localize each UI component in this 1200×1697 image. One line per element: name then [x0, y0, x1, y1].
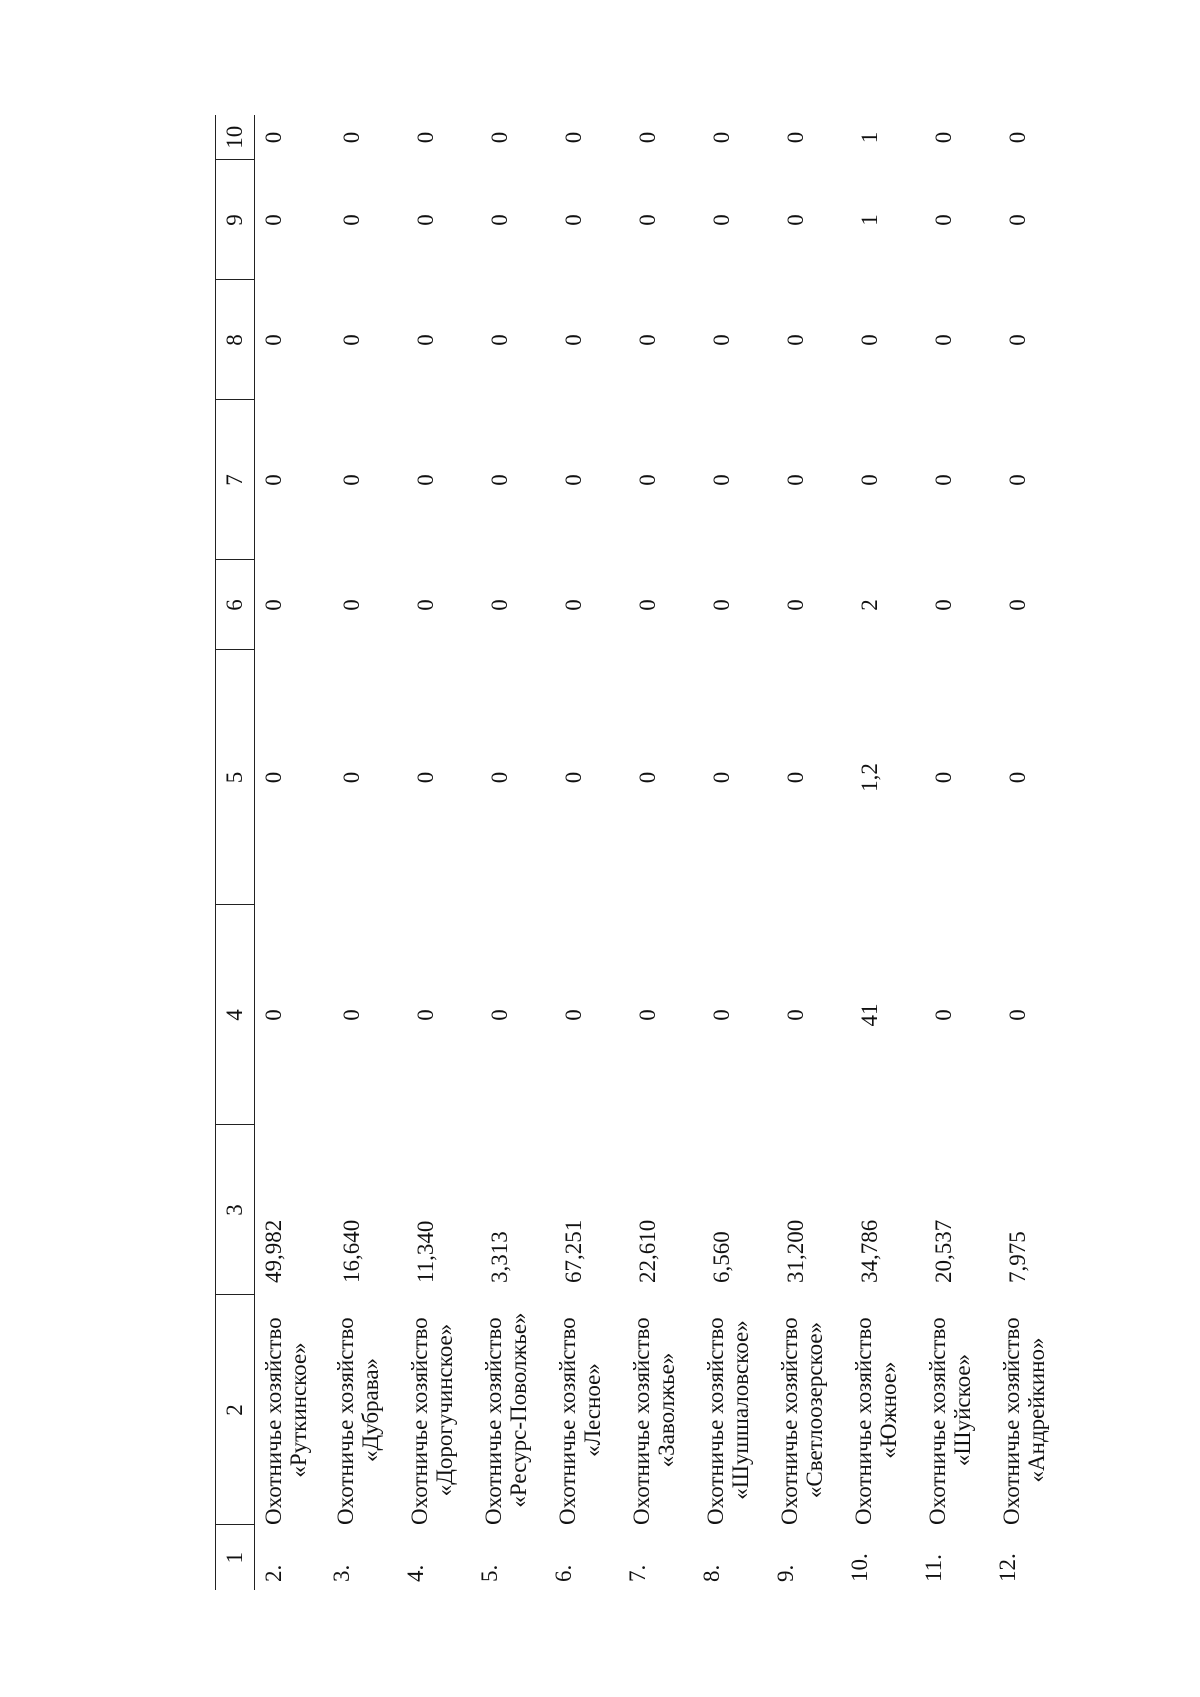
cell-col-9: 0 [708, 214, 734, 226]
cell-col-7: 0 [560, 474, 586, 486]
table-row [699, 115, 773, 1590]
cell-col-6: 0 [634, 599, 660, 611]
hunting-farm-name [329, 1295, 403, 1525]
name-line-2: «Ресурс-Поволжье» [505, 1312, 531, 1508]
cell-col-5: 0 [412, 771, 438, 784]
cell-col-8: 0 [338, 334, 364, 346]
cell-col-3: 3,313 [486, 1231, 512, 1283]
name-line-1: Охотничье хозяйство [554, 1317, 580, 1525]
hunting-farm-name [255, 1295, 329, 1525]
name-line-2: «Шуйское» [949, 1353, 975, 1467]
name-line-1: Охотничье хозяйство [998, 1317, 1024, 1525]
table-row [255, 115, 329, 1590]
name-line-2: «Шушшаловское» [727, 1320, 753, 1500]
hunting-farm-name [921, 1295, 995, 1525]
name-line-1: Охотничье хозяйство [480, 1317, 506, 1525]
cell-col-4: 0 [930, 1009, 956, 1021]
cell-col-5: 0 [560, 771, 586, 784]
cell-col-7: 0 [261, 474, 286, 486]
table-body [255, 115, 1069, 1590]
row-number: 12. [994, 1553, 1020, 1582]
name-line-1: Охотничье хозяйство [332, 1317, 358, 1525]
cell-col-8: 0 [560, 334, 586, 346]
table-row [995, 115, 1069, 1590]
name-line-1: Охотничье хозяйство [261, 1317, 286, 1525]
name-line-2: «Дубрава» [357, 1357, 383, 1463]
cell-col-4: 0 [560, 1009, 586, 1021]
cell-col-5: 0 [261, 771, 286, 784]
cell-col-4: 41 [856, 1003, 882, 1027]
name-line-2: «Лесное» [579, 1363, 605, 1457]
row-number: 8. [698, 1564, 724, 1582]
table-row [773, 115, 847, 1590]
cell-col-3: 49,982 [261, 1219, 286, 1283]
hunting-farm-name [625, 1295, 699, 1525]
name-line-1: Охотничье хозяйство [850, 1317, 876, 1525]
cell-col-6: 0 [930, 599, 956, 611]
cell-col-8: 0 [930, 334, 956, 346]
cell-col-6: 0 [486, 599, 512, 611]
cell-col-4: 0 [1004, 1009, 1030, 1021]
table-row [403, 115, 477, 1590]
cell-col-10: 0 [634, 131, 660, 144]
cell-col-5: 0 [486, 771, 512, 784]
row-number: 6. [550, 1564, 576, 1582]
hunting-farm-name [403, 1295, 477, 1525]
cell-col-9: 0 [634, 214, 660, 226]
column-header-9: 9 [216, 160, 255, 280]
cell-col-8: 0 [782, 334, 808, 346]
cell-col-6: 0 [1004, 599, 1030, 611]
cell-col-6: 0 [560, 599, 586, 611]
cell-col-4: 0 [261, 1009, 286, 1021]
cell-col-10: 0 [338, 131, 364, 144]
name-line-1: Охотничье хозяйство [924, 1317, 950, 1525]
data-table [215, 115, 1069, 1590]
cell-col-8: 0 [261, 334, 286, 346]
column-header-8: 8 [216, 280, 255, 400]
cell-col-3: 20,537 [930, 1219, 956, 1283]
column-header-10: 10 [216, 115, 255, 160]
rotated-page-content [215, 90, 1095, 1590]
cell-col-7: 0 [782, 474, 808, 486]
cell-col-3: 31,200 [782, 1219, 808, 1283]
cell-col-4: 0 [634, 1009, 660, 1021]
column-header-2: 2 [216, 1295, 255, 1525]
table-row [625, 115, 699, 1590]
hunting-farm-name [699, 1295, 773, 1525]
cell-col-9: 0 [930, 214, 956, 226]
row-number: 11. [920, 1554, 946, 1582]
cell-col-8: 0 [1004, 334, 1030, 346]
cell-col-7: 0 [634, 474, 660, 486]
cell-col-4: 0 [412, 1009, 438, 1021]
cell-col-4: 0 [782, 1009, 808, 1021]
cell-col-10: 0 [261, 131, 286, 144]
cell-col-5: 1,2 [856, 763, 882, 792]
cell-col-7: 0 [856, 474, 882, 486]
hunting-farm-name [477, 1295, 551, 1525]
column-header-7: 7 [216, 400, 255, 560]
cell-col-5: 0 [634, 771, 660, 784]
hunting-farm-name [995, 1295, 1069, 1525]
cell-col-3: 22,610 [634, 1219, 660, 1283]
column-header-6: 6 [216, 560, 255, 650]
table-header-row [216, 115, 255, 1590]
row-number: 7. [624, 1564, 650, 1582]
hunting-farm-name [551, 1295, 625, 1525]
cell-col-3: 7,975 [1004, 1231, 1030, 1283]
cell-col-10: 0 [486, 131, 512, 144]
cell-col-6: 0 [708, 599, 734, 611]
cell-col-3: 16,640 [338, 1219, 364, 1283]
cell-col-6: 2 [856, 599, 882, 611]
name-line-1: Охотничье хозяйство [776, 1317, 802, 1525]
cell-col-5: 0 [708, 771, 734, 784]
cell-col-3: 11,340 [412, 1220, 438, 1283]
cell-col-3: 67,251 [560, 1219, 586, 1283]
name-line-1: Охотничье хозяйство [702, 1317, 728, 1525]
row-number: 4. [402, 1564, 428, 1582]
cell-col-9: 0 [486, 214, 512, 226]
cell-col-6: 0 [338, 599, 364, 611]
cell-col-10: 0 [782, 131, 808, 144]
cell-col-8: 0 [708, 334, 734, 346]
cell-col-10: 0 [560, 131, 586, 144]
cell-col-10: 0 [1004, 131, 1030, 144]
column-header-3: 3 [216, 1125, 255, 1295]
cell-col-7: 0 [708, 474, 734, 486]
cell-col-6: 0 [261, 599, 286, 611]
cell-col-10: 0 [930, 131, 956, 144]
cell-col-3: 6,560 [708, 1231, 734, 1283]
cell-col-6: 0 [782, 599, 808, 611]
cell-col-4: 0 [338, 1009, 364, 1021]
hunting-farm-name [847, 1295, 921, 1525]
table-row [551, 115, 625, 1590]
cell-col-7: 0 [486, 474, 512, 486]
cell-col-10: 0 [412, 131, 438, 144]
table-row [329, 115, 403, 1590]
cell-col-8: 0 [412, 334, 438, 346]
cell-col-8: 0 [856, 334, 882, 346]
cell-col-9: 0 [412, 214, 438, 226]
cell-col-7: 0 [338, 474, 364, 486]
row-number: 10. [846, 1553, 872, 1582]
table-row [477, 115, 551, 1590]
name-line-2: «Руткинское» [286, 1342, 311, 1478]
cell-col-8: 0 [634, 334, 660, 346]
name-line-2: «Заволжье» [653, 1352, 679, 1468]
cell-col-7: 0 [930, 474, 956, 486]
hunting-farm-name [773, 1295, 847, 1525]
cell-col-10: 0 [708, 131, 734, 144]
row-number: 2. [261, 1564, 286, 1582]
name-line-1: Охотничье хозяйство [406, 1317, 432, 1525]
name-line-2: «Андрейкино» [1023, 1337, 1049, 1483]
cell-col-9: 0 [261, 214, 286, 226]
row-number: 9. [772, 1564, 798, 1582]
cell-col-9: 0 [560, 214, 586, 226]
cell-col-6: 0 [412, 599, 438, 611]
table-row [847, 115, 921, 1590]
cell-col-7: 0 [1004, 474, 1030, 486]
cell-col-5: 0 [1004, 771, 1030, 784]
name-line-2: «Дорогучинское» [431, 1323, 457, 1497]
cell-col-9: 0 [1004, 214, 1030, 226]
cell-col-9: 0 [782, 214, 808, 226]
column-header-4: 4 [216, 905, 255, 1125]
cell-col-10: 1 [856, 131, 882, 144]
cell-col-9: 0 [338, 214, 364, 226]
cell-col-5: 0 [782, 771, 808, 784]
cell-col-4: 0 [708, 1009, 734, 1021]
cell-col-4: 0 [486, 1009, 512, 1021]
row-number: 5. [476, 1564, 502, 1582]
cell-col-5: 0 [338, 771, 364, 784]
cell-col-5: 0 [930, 771, 956, 784]
cell-col-7: 0 [412, 474, 438, 486]
column-header-5: 5 [216, 650, 255, 905]
name-line-1: Охотничье хозяйство [628, 1317, 654, 1525]
cell-col-8: 0 [486, 334, 512, 346]
row-number: 3. [328, 1564, 354, 1582]
name-line-2: «Южное» [875, 1361, 901, 1459]
table-row [921, 115, 995, 1590]
column-header-1: 1 [216, 1525, 255, 1590]
cell-col-3: 34,786 [856, 1219, 882, 1283]
name-line-2: «Светлоозерское» [801, 1321, 827, 1499]
cell-col-9: 1 [856, 214, 882, 226]
